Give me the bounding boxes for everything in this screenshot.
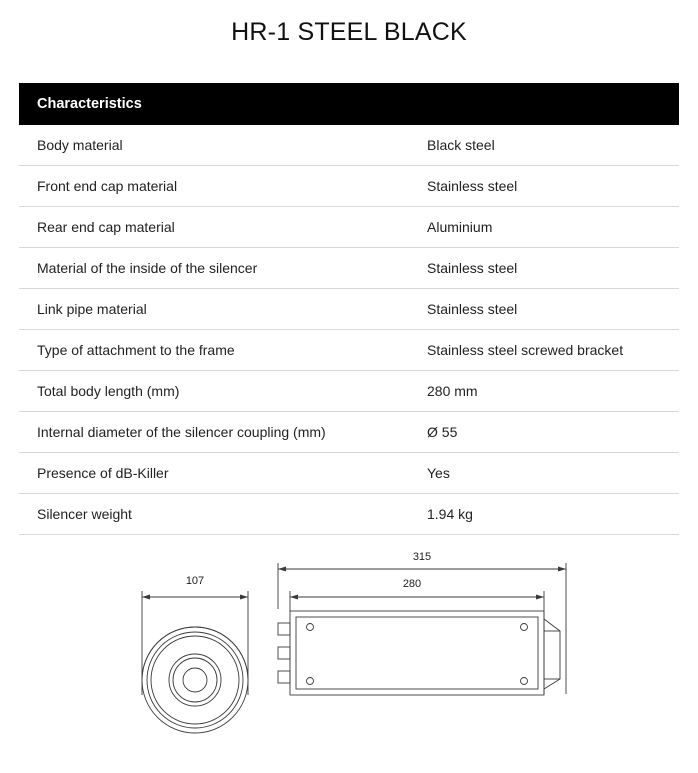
row-value: Black steel <box>417 125 679 166</box>
table-row <box>19 207 679 248</box>
row-label: Front end cap material <box>19 166 417 207</box>
table-row <box>19 330 679 371</box>
row-label: Silencer weight <box>19 494 417 535</box>
table-row <box>19 289 679 330</box>
table-row <box>19 453 679 494</box>
table-row <box>19 166 679 207</box>
row-label: Link pipe material <box>19 289 417 330</box>
table-header-row <box>19 83 679 125</box>
row-value: 1.94 kg <box>417 494 679 535</box>
table-body <box>19 125 679 535</box>
front-view-dimension-label: 107 <box>185 575 205 587</box>
side-view-outer-dimension-label: 315 <box>412 551 432 563</box>
side-view-drawing <box>272 549 572 739</box>
table-row <box>19 494 679 535</box>
row-value: Stainless steel screwed bracket <box>417 330 679 371</box>
table-row <box>19 125 679 166</box>
row-label: Total body length (mm) <box>19 371 417 412</box>
characteristics-table <box>19 83 679 535</box>
row-value: Aluminium <box>417 207 679 248</box>
row-value: Stainless steel <box>417 248 679 289</box>
table-row <box>19 412 679 453</box>
table-row <box>19 248 679 289</box>
table-row <box>19 371 679 412</box>
row-label: Presence of dB-Killer <box>19 453 417 494</box>
technical-drawings <box>0 549 698 749</box>
row-value: Stainless steel <box>417 289 679 330</box>
row-value: 280 mm <box>417 371 679 412</box>
front-view-drawing <box>130 575 260 745</box>
row-value: Yes <box>417 453 679 494</box>
row-value: Ø 55 <box>417 412 679 453</box>
row-label: Material of the inside of the silencer <box>19 248 417 289</box>
row-label: Type of attachment to the frame <box>19 330 417 371</box>
row-value: Stainless steel <box>417 166 679 207</box>
row-label: Rear end cap material <box>19 207 417 248</box>
table-header-title: Characteristics <box>19 83 679 125</box>
front-view-svg <box>130 575 260 745</box>
page-title: HR-1 STEEL BLACK <box>231 18 467 46</box>
side-view-inner-dimension-label: 280 <box>402 578 422 590</box>
row-label: Body material <box>19 125 417 166</box>
row-label: Internal diameter of the silencer coupling (mm) <box>19 412 417 453</box>
